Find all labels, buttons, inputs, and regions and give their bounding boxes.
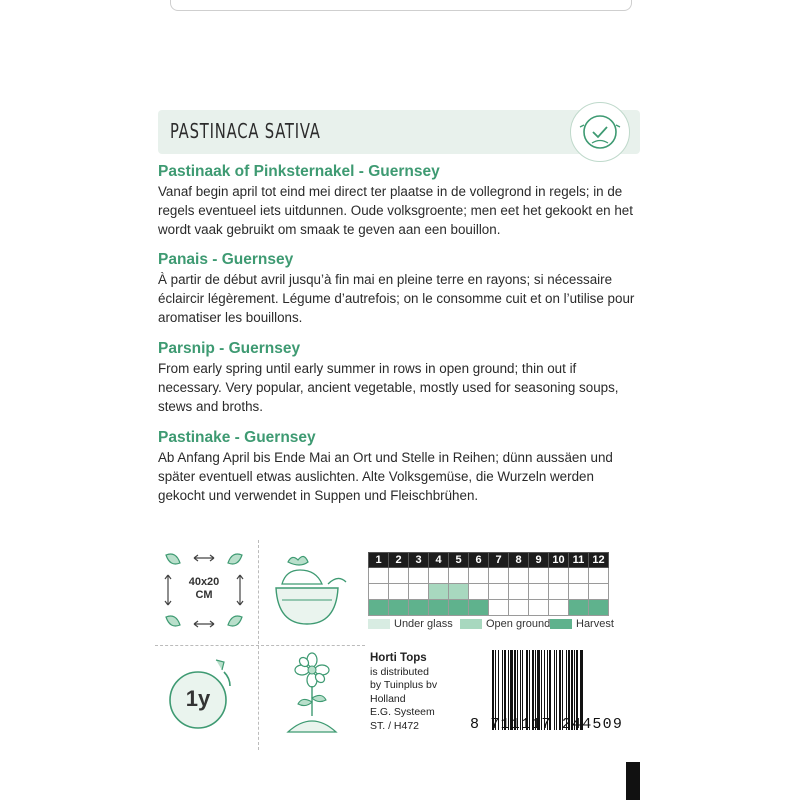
section-title: Panais - Guernsey (158, 251, 294, 268)
harvest-cell (489, 600, 509, 616)
section-text: Ab Anfang April bis Ende Mai an Ort und Stelle in Reihen; dünn aussäen und später eventuell etwas auslichten. Alte Volksgemüse, die Wurzeln werden gekocht und verwendet in Suppen und Fleischbrühen. (158, 450, 613, 503)
month-header: 11 (569, 553, 589, 568)
month-header: 12 (589, 553, 609, 568)
lifespan-label: 1y (185, 686, 211, 711)
month-header: 4 (429, 553, 449, 568)
distributor-name: Horti Tops (370, 652, 427, 664)
harvest-cell (429, 600, 449, 616)
under-glass-cell (589, 568, 609, 584)
legend-open-ground (460, 618, 550, 630)
open-ground-swatch (460, 619, 482, 629)
clock-check-icon (571, 103, 629, 161)
section-title: Pastinaak of Pinksternakel - Guernsey (158, 163, 440, 180)
sowing-calendar (368, 552, 609, 616)
section-german (158, 428, 642, 505)
container-plant-icon (268, 548, 353, 636)
under-glass-swatch (368, 619, 390, 629)
section-english (158, 339, 642, 416)
under-glass-cell (509, 568, 529, 584)
open-ground-cell (589, 584, 609, 600)
legend-label: Harvest (576, 618, 614, 630)
annual-icon (158, 652, 253, 747)
section-text: Vanaf begin april tot eind mei direct ter plaatse in de vollegrond in regels; in de regels eventueel iets uitdunnen. Oude volksgroente; men eet het gekookt en het wordt vaak gebruikt om smaak te geven aan een bouillon. (158, 184, 633, 237)
open-ground-cell (509, 584, 529, 600)
divider-horizontal (155, 645, 365, 646)
month-header: 2 (389, 553, 409, 568)
harvest-cell (529, 600, 549, 616)
open-ground-cell (389, 584, 409, 600)
distributor-line: Holland (370, 692, 406, 705)
section-title: Pastinake - Guernsey (158, 429, 316, 446)
under-glass-cell (529, 568, 549, 584)
under-glass-cell (469, 568, 489, 584)
under-glass-cell (409, 568, 429, 584)
open-ground-cell (469, 584, 489, 600)
spacing-unit: CM (195, 589, 213, 601)
distributor-line: ST. / H472 (370, 719, 420, 732)
harvest-cell (369, 600, 389, 616)
section-dutch (158, 162, 642, 239)
month-header: 10 (549, 553, 569, 568)
species-title: PASTINACA SATIVA (170, 119, 321, 143)
spacing-value: 40x20 (188, 576, 220, 588)
packet-top-edge (170, 0, 632, 11)
month-header: 1 (369, 553, 389, 568)
month-header: 8 (509, 553, 529, 568)
harvest-cell (549, 600, 569, 616)
spacing-icon (158, 545, 250, 637)
section-text: À partir de début avril jusqu’à fin mai en pleine terre en rayons; si nécessaire éclaircir légèrement. Légume d’autrefois; on le consomme cuit et on l’utilise pour aromatiser les bouillons. (158, 272, 635, 325)
distributor-line: E.G. Systeem (370, 706, 435, 718)
month-header: 5 (449, 553, 469, 568)
legend-harvest (550, 618, 614, 630)
month-header: 6 (469, 553, 489, 568)
under-glass-cell (489, 568, 509, 584)
legend-under-glass (368, 618, 453, 630)
open-ground-cell (429, 584, 449, 600)
section-french (158, 250, 642, 327)
section-text: From early spring until early summer in rows in open ground; thin out if necessary. Very popular, ancient vegetable, mostly used for seasoning soups, stews and broths. (158, 361, 619, 414)
under-glass-cell (569, 568, 589, 584)
open-ground-cell (529, 584, 549, 600)
distributor-line: by Tuinplus bv (370, 679, 438, 691)
harvest-cell (469, 600, 489, 616)
open-ground-cell (369, 584, 389, 600)
flowering-plant-icon (270, 652, 355, 747)
harvest-swatch (550, 619, 572, 629)
open-ground-cell (449, 584, 469, 600)
harvest-cell (589, 600, 609, 616)
month-header: 9 (529, 553, 549, 568)
harvest-cell (449, 600, 469, 616)
harvest-cell (409, 600, 429, 616)
under-glass-cell (429, 568, 449, 584)
open-ground-cell (409, 584, 429, 600)
month-header: 3 (409, 553, 429, 568)
harvest-cell (509, 600, 529, 616)
under-glass-cell (449, 568, 469, 584)
species-header (158, 110, 640, 154)
barcode-number: 8 711117 244509 (470, 716, 624, 733)
open-ground-cell (489, 584, 509, 600)
legend-label: Under glass (394, 618, 453, 630)
section-title: Parsnip - Guernsey (158, 340, 301, 357)
distributor-line: is distributed (370, 665, 429, 678)
under-glass-cell (549, 568, 569, 584)
legend-label: Open ground (486, 618, 551, 630)
under-glass-cell (389, 568, 409, 584)
open-ground-cell (569, 584, 589, 600)
packet-edge-bar (626, 762, 640, 800)
open-ground-cell (549, 584, 569, 600)
distributor-info (370, 652, 437, 733)
harvest-cell (569, 600, 589, 616)
harvest-cell (389, 600, 409, 616)
quality-check-badge (570, 102, 630, 162)
under-glass-cell (369, 568, 389, 584)
month-header: 7 (489, 553, 509, 568)
